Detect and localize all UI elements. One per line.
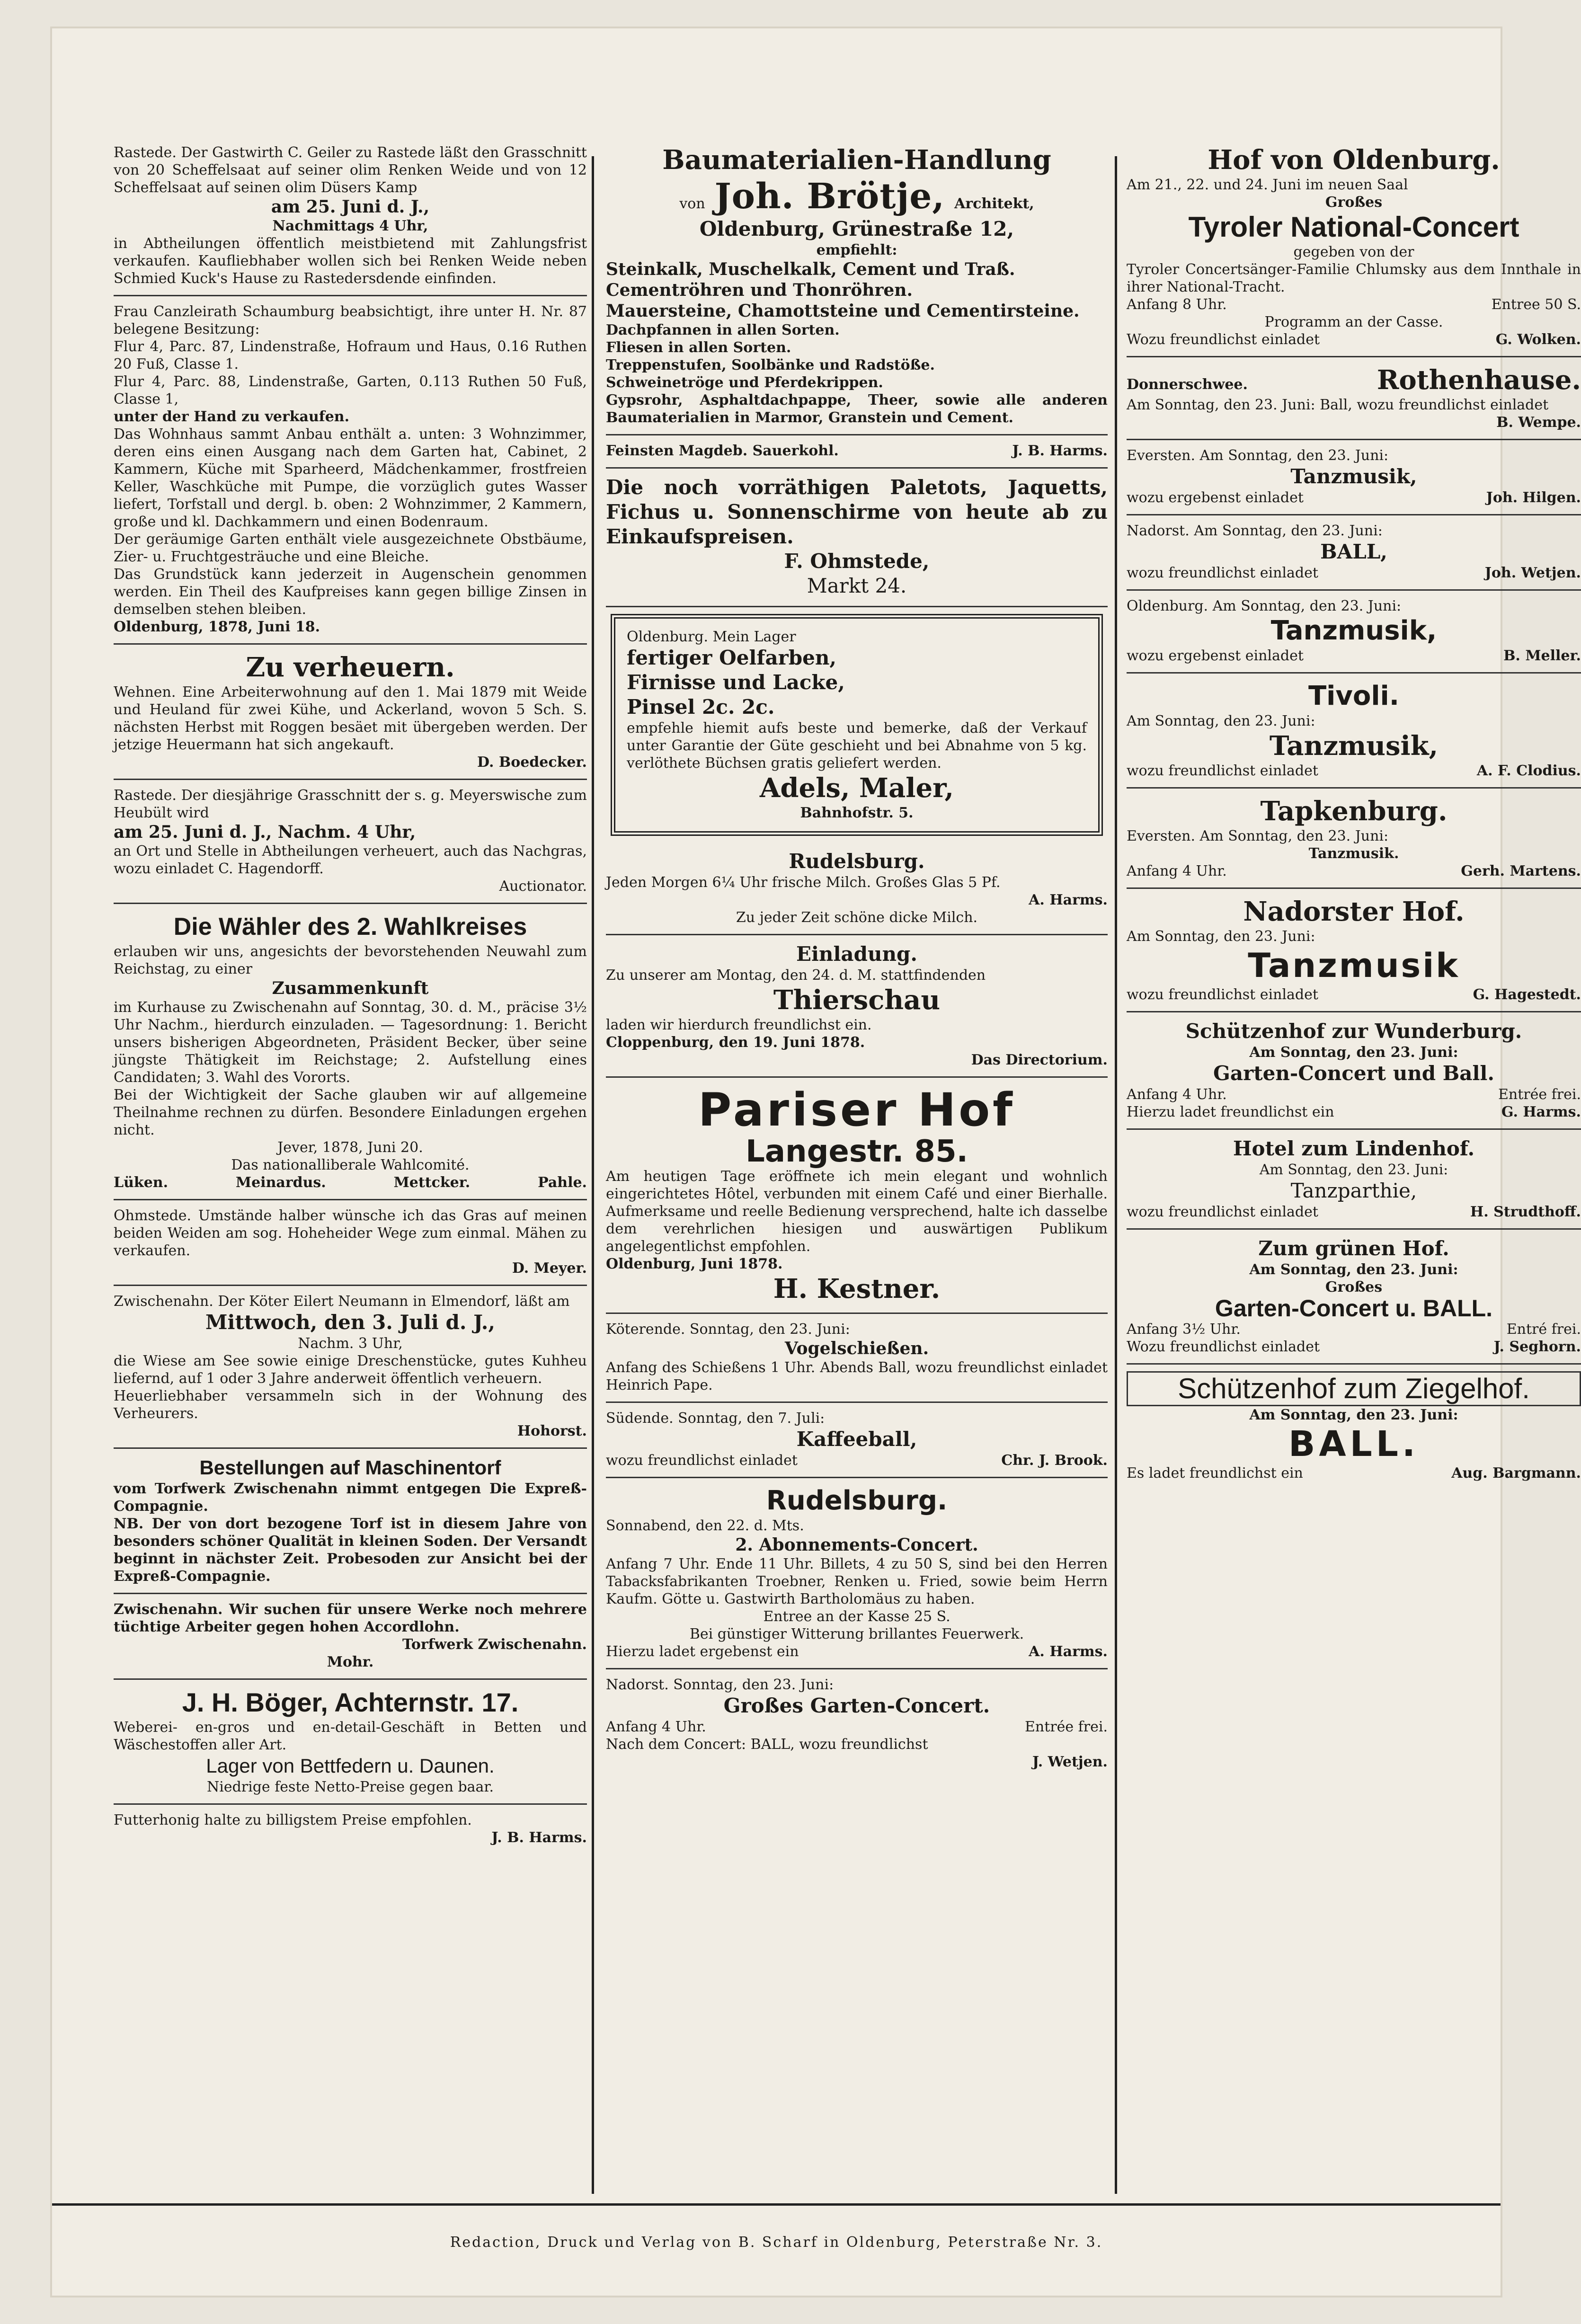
ad-item: Schweinetröge und Pferdekrippen. xyxy=(606,374,883,391)
ad-von: von xyxy=(679,195,705,212)
ad-paragraph: Tyroler Concertsänger-Familie Chlumsky aus dem Innthale in ihrer National-Tracht. xyxy=(1127,261,1581,295)
ad-maschinentorf xyxy=(114,1449,587,1594)
ad-body: Nadorst. Am Sonntag, den 23. Juni: xyxy=(1127,523,1383,539)
ad-signature: J. B. Harms. xyxy=(491,1829,587,1846)
ad-tail: wozu freundlichst einladet xyxy=(606,1452,798,1469)
ad-body: Eversten. Am Sonntag, den 23. Juni: xyxy=(1127,828,1389,844)
ad-tail: die Wiese am See sowie einige Dreschenstücke, gutes Kuhheu liefernd, auf 1 oder 3 Jahre anderweit öffentlich verheuern. xyxy=(114,1353,587,1387)
ad-title: Hof von Oldenburg. xyxy=(1208,144,1500,176)
ad-tail: wozu ergebenst einladet xyxy=(1127,648,1304,664)
ad-line: Programm an der Casse. xyxy=(1264,314,1443,330)
ad-headline: Zusammenkunft xyxy=(272,978,429,998)
ad-footer-line xyxy=(1127,1203,1581,1221)
ad-zu-verheuern xyxy=(114,645,587,780)
ad-item: Fliesen in allen Sorten. xyxy=(606,339,791,356)
ad-note: NB. Der von dort bezogene Torf ist in diesem Jahre von besonders schöner Qualität in kleinen Soden. Der Versandt beginnt in nächster Zeit. Probesoden zur Ansicht bei der Expreß-Compagnie. xyxy=(114,1516,587,1585)
ad-grosses: Großes xyxy=(1325,1279,1383,1295)
ad-nadorst-ball xyxy=(1127,515,1581,591)
ad-line: Flur 4, Parc. 87, Lindenstraße, Hofraum und Haus, 0.16 Ruthen 20 Fuß, Classe 1. xyxy=(114,338,587,373)
ad-body: Am Sonntag, den 23. Juni: xyxy=(1249,1407,1458,1423)
column-rule-right xyxy=(1115,156,1117,2194)
ad-intro: erlauben wir uns, angesichts der bevorstehenden Neuwahl zum Reichstag, zu einer xyxy=(114,943,587,977)
ad-line: Flur 4, Parc. 88, Lindenstraße, Garten, 0.113 Ruthen 50 Fuß, Classe 1, xyxy=(114,373,587,408)
ad-signature: Joh. Hilgen. xyxy=(1486,489,1581,506)
ad-sub: gegeben von der xyxy=(1293,244,1414,260)
ad-signature: D. Meyer. xyxy=(512,1260,587,1277)
ad-signature: A. Harms. xyxy=(1029,1643,1108,1660)
ad-paragraph: Entree an der Kasse 25 S. xyxy=(763,1608,950,1625)
ad-body: Rastede. Der Gastwirth C. Geiler zu Rastede läßt den Grasschnitt von 20 Scheffelsaat auf seiner olim Renken Weide und von 12 Scheffelsaat auf seinen olim Düsers Kamp xyxy=(114,144,587,196)
ad-title: J. H. Böger, Achternstr. 17. xyxy=(182,1687,519,1717)
ad-paragraph: Bei günstiger Witterung brillantes Feuerwerk. xyxy=(689,1626,1024,1642)
ad-headline: 2. Abonnements-Concert. xyxy=(735,1535,978,1555)
ad-sauerkohl xyxy=(606,435,1108,469)
ad-signature: Mohr. xyxy=(327,1654,374,1670)
ad-footer-line xyxy=(1127,1464,1581,1482)
ad-adels-oelfarben xyxy=(611,614,1103,836)
ad-baumaterialien xyxy=(606,137,1108,435)
ad-paragraph: Hierzu ladet ergebenst ein xyxy=(606,1643,799,1660)
ad-body: Anfang 7 Uhr. Ende 11 Uhr. Billets, 4 zu 50 S, sind bei den Herren Tabacksfabrikanten Troebner, Renken u. Fried, sowie beim Herrn Kaufm. Götte u. Gastwirth Bartholomäus zu haben. xyxy=(606,1556,1108,1607)
ad-address: Markt 24. xyxy=(807,574,907,597)
ad-tail: an Ort und Stelle in Abtheilungen verheuert, auch das Nachgras, wozu einladet C. Hagendorff. xyxy=(114,843,587,877)
ad-tail: Es ladet freundlichst ein xyxy=(1127,1465,1303,1481)
ad-address: Bahnhofstr. 5. xyxy=(800,805,914,821)
ad-gruener-hof xyxy=(1127,1230,1581,1365)
ad-headline: Großes Garten-Concert. xyxy=(723,1694,990,1717)
ad-signature: Aug. Bargmann. xyxy=(1451,1465,1581,1481)
ad-kaffeeball xyxy=(606,1403,1108,1478)
ad-signature: B. Meller. xyxy=(1503,648,1581,664)
ad-nadorst-garten-concert xyxy=(606,1669,1108,1778)
ad-line: Nach dem Concert: BALL, wozu freundlichst xyxy=(606,1736,928,1753)
ad-title: Rudelsburg. xyxy=(766,1485,948,1516)
ad-title: Rothenhause. xyxy=(1377,364,1581,396)
newspaper-page xyxy=(52,28,1581,2296)
ad-schaumburg-besitzung xyxy=(114,296,587,645)
ad-nadorster-hof xyxy=(1127,889,1581,1012)
ad-signatures xyxy=(114,1174,587,1191)
ad-start: Anfang 4 Uhr. xyxy=(1127,863,1227,879)
ad-ohmstede-gras xyxy=(114,1200,587,1286)
ad-body: Jeden Morgen 6¼ Uhr frische Milch. Großes Glas 5 Pf. xyxy=(606,874,1001,891)
ad-item: Gypsrohr, Asphaltdachpappe, Theer, sowie alle anderen Baumaterialien in Marmor, Granstein und Cement. xyxy=(606,392,1108,426)
ad-footer-line xyxy=(1127,647,1581,665)
ad-line xyxy=(1127,1086,1581,1103)
column-3 xyxy=(1127,137,1581,1490)
ad-headline: unter der Hand zu verkaufen. xyxy=(114,408,350,425)
ad-item: Dachpfannen in allen Sorten. xyxy=(606,322,840,338)
ad-headline: Lager von Bettfedern u. Daunen. xyxy=(206,1755,495,1777)
ad-headline: Kaffeeball, xyxy=(796,1428,917,1451)
ad-signature: Adels, Maler, xyxy=(759,772,954,804)
ad-item: Steinkalk, Muschelkalk, Cement und Traß. xyxy=(606,259,1015,279)
ad-grosses: Großes xyxy=(1325,194,1383,211)
ad-line xyxy=(1127,296,1581,313)
ad-tail: Wozu freundlichst einladet xyxy=(1127,331,1320,348)
ad-start: Anfang 8 Uhr. xyxy=(1127,296,1227,313)
imprint-footer: Redaction, Druck und Verlag von B. Scharf in Oldenburg, Peterstraße Nr. 3. xyxy=(450,2234,1103,2251)
ad-headline: Garten-Concert u. BALL. xyxy=(1215,1295,1493,1322)
ad-title: Tapkenburg. xyxy=(1260,796,1448,827)
ad-footer-line xyxy=(1127,564,1581,582)
ad-entree: Entrée frei. xyxy=(1025,1719,1108,1735)
ad-date: Sonnabend, den 22. d. Mts. xyxy=(606,1517,804,1534)
ad-tapkenburg xyxy=(1127,789,1581,889)
ad-tail: wozu freundlichst einladet xyxy=(1127,565,1318,581)
ad-paragraph: Das Grundstück kann jederzeit in Augenschein genommen werden. Ein Theil des Kaufpreises kann gegen billige Zinsen in demselben stehen bleiben. xyxy=(114,566,587,618)
ad-date: Jever, 1878, Juni 20. xyxy=(277,1139,423,1156)
ad-headline: BALL, xyxy=(1320,540,1387,563)
ad-name-line xyxy=(606,176,1108,217)
column-1 xyxy=(114,137,587,1854)
ad-hof-von-oldenburg xyxy=(1127,137,1581,357)
ad-schuetzenhof-wunderburg xyxy=(1127,1012,1581,1130)
ad-paragraph: Bei der Wichtigkeit der Sache glauben wir auf allgemeine Theilnahme rechnen zu dürfen. Besondere Einladungen ergehen nicht. xyxy=(114,1087,587,1138)
ad-body: Am Sonntag, den 23. Juni: Ball, wozu freundlichst einladet xyxy=(1127,397,1549,413)
ad-body: empfehle hiemit aufs beste und bemerke, daß der Verkauf unter Garantie der Güte geschieht und bei Abnahme von 5 kg. verlöthete Büchsen gratis geliefert werden. xyxy=(627,720,1087,772)
ad-tail: wozu freundlichst einladet xyxy=(1127,1204,1318,1220)
column-2 xyxy=(606,137,1108,1778)
ad-role: Architekt, xyxy=(954,195,1034,212)
ad-title: Tivoli. xyxy=(1308,681,1400,711)
ad-footer-line xyxy=(1127,862,1581,880)
ad-body: Am 21., 22. und 24. Juni im neuen Saal xyxy=(1127,177,1408,193)
ad-tivoli xyxy=(1127,674,1581,789)
ad-signature: Torfwerk Zwischenahn. xyxy=(402,1636,587,1653)
ad-start: Anfang 4 Uhr. xyxy=(606,1719,706,1735)
ad-signature: G. Hagestedt. xyxy=(1473,986,1581,1003)
ad-date: Cloppenburg, den 19. Juni 1878. xyxy=(606,1034,865,1051)
ad-line xyxy=(606,1718,1108,1736)
ad-oldenburg-tanzmusik xyxy=(1127,591,1581,674)
ad-title: Schützenhof zum Ziegelhof. xyxy=(1127,1371,1581,1406)
ad-city: Oldenburg, Grünestraße 12, xyxy=(699,217,1014,240)
ad-signature: H. Kestner. xyxy=(773,1273,941,1304)
ad-date: Oldenburg, Juni 1878. xyxy=(606,1256,783,1272)
ad-headline: Tanzmusik xyxy=(1248,946,1460,985)
ad-footer-line xyxy=(606,1643,1108,1660)
ad-signature: A. F. Clodius. xyxy=(1476,763,1581,779)
ad-body: Zu unserer am Montag, den 24. d. M. stattfindenden xyxy=(606,967,986,984)
ad-title-line xyxy=(1127,364,1581,396)
ad-rudelsburg-milch xyxy=(606,843,1108,935)
ad-headline: Vogelschießen. xyxy=(784,1339,929,1358)
ad-rothenhause xyxy=(1127,357,1581,440)
ad-signature: G. Harms. xyxy=(1501,1104,1581,1120)
ad-company-name: Joh. Brötje, xyxy=(714,176,945,217)
ad-body: vom Torfwerk Zwischenahn nimmt entgegen Die Expreß-Compagnie. xyxy=(114,1481,587,1515)
ad-line xyxy=(1127,1321,1581,1338)
ad-start: Anfang 4 Uhr. xyxy=(1127,1086,1227,1103)
ad-ziegelhof xyxy=(1127,1365,1581,1490)
ad-torfwerk-arbeiter xyxy=(114,1594,587,1680)
ad-date: am 25. Juni d. J., Nachm. 4 Uhr, xyxy=(114,822,416,842)
ad-waehler-wahlkreis xyxy=(114,904,587,1200)
column-rule-left xyxy=(592,156,594,2194)
ad-date: Mittwoch, den 3. Juli d. J., xyxy=(205,1311,495,1334)
ad-headline: Thierschau xyxy=(773,985,941,1016)
ad-title: Einladung. xyxy=(796,942,918,966)
ad-body: Futterhonig halte zu billigstem Preise empfohlen. xyxy=(114,1812,472,1828)
ad-title: Pariser Hof xyxy=(698,1083,1015,1136)
ad-body: Rastede. Der diesjährige Grasschnitt der s. g. Meyerswische zum Heubült wird xyxy=(114,787,587,821)
ad-body: Am Sonntag, den 23. Juni: xyxy=(1127,928,1315,945)
ad-title: Die Wähler des 2. Wahlkreises xyxy=(173,913,527,940)
ad-item: Treppenstufen, Soolbänke und Radstöße. xyxy=(606,357,935,373)
ad-tail: wozu freundlichst einladet xyxy=(1127,986,1318,1003)
ad-paragraph: Heuerliebhaber versammeln sich in der Wohnung des Verheurers. xyxy=(114,1388,587,1422)
ad-rastede-grasschnitt xyxy=(114,137,587,296)
ad-body: Am heutigen Tage eröffnete ich mein elegant und wohnlich eingerichtetes Hôtel, verbunden mit einem Café und einer Bierhalle. Aufmerksame und reelle Bedienung versprechend, halte ich dasselbe dem verehrlichen hiesigen und auswärtigen Publikum angelegentlichst empfohlen. xyxy=(606,1168,1108,1255)
ad-body: Zwischenahn. Der Köter Eilert Neumann in Elmendorf, läßt am xyxy=(114,1293,570,1310)
ad-footer-line xyxy=(1127,1338,1581,1356)
ad-footer-line xyxy=(1127,489,1581,506)
ad-tail: Zu jeder Zeit schöne dicke Milch. xyxy=(736,909,978,926)
ad-body: Ohmstede. Umstände halber wünsche ich das Gras auf meinen beiden Weiden am sog. Hoheheider Wege zum einmal. Mähen zu verkaufen. xyxy=(114,1207,587,1259)
ad-time: Nachmittags 4 Uhr, xyxy=(272,218,428,234)
ad-tail: Anfang des Schießens 1 Uhr. Abends Ball, wozu freundlichst einladet Heinrich Pape. xyxy=(606,1359,1108,1393)
ad-tail: in Abtheilungen öffentlich meistbietend mit Zahlungsfrist verkaufen. Kaufliebhaber wollen sich bei Renken Weide neben Schmied Kuck's Hause zu Rastedersdende einfinden. xyxy=(114,235,587,287)
ad-paragraph: Das Wohnhaus sammt Anbau enthält a. unten: 3 Wohnzimmer, deren eins einen Ausgang nach dem Garten hat, Cabinet, 2 Kammern, Küche mit Sparheerd, Mädchenkammer, frostfreien Keller, Waschküche mit Pumpe, die vorzüglich gutes Wasser liefert, Torfstall und dergl. b. oben: 2 Wohnzimmer, 2 Kammern, große und kl. Dachkammern und einen Bodenraum. xyxy=(114,426,587,530)
ad-signature: H. Strudthoff. xyxy=(1470,1204,1581,1220)
ad-tail: laden wir hierdurch freundlichst ein. xyxy=(606,1017,872,1033)
signer-name: Pahle. xyxy=(538,1174,587,1191)
ad-rudelsburg-concert xyxy=(606,1478,1108,1669)
ad-headline: Tanzmusik, xyxy=(1269,730,1439,762)
ad-body: Oldenburg. Am Sonntag, den 23. Juni: xyxy=(1127,598,1402,614)
ad-title: Schützenhof zur Wunderburg. xyxy=(1185,1020,1522,1043)
ad-signature: A. Harms. xyxy=(1029,892,1108,908)
signer-name: Lüken. xyxy=(114,1174,169,1191)
ad-signature: Das Directorium. xyxy=(971,1052,1108,1068)
ad-footer-line xyxy=(1127,1103,1581,1121)
ad-paragraph: Der geräumige Garten enthält viele ausgezeichnete Obstbäume, Zier- u. Fruchtgesträuche und eine Bleiche. xyxy=(114,531,587,565)
ad-item: Cementröhren und Thonröhren. xyxy=(606,280,913,300)
ad-tail: Niedrige feste Netto-Preise gegen baar. xyxy=(206,1779,494,1795)
ad-body: Die noch vorräthigen Paletots, Jaquetts, Fichus u. Sonnenschirme von heute ab zu Einkaufspreisen. xyxy=(606,476,1108,548)
ad-intro: Oldenburg. Mein Lager xyxy=(627,629,796,645)
ad-title: Nadorster Hof. xyxy=(1243,896,1465,927)
ad-item: Mauersteine, Chamottsteine und Cementirsteine. xyxy=(606,301,1080,321)
ad-tail: wozu freundlichst einladet xyxy=(1127,763,1318,779)
ad-body: Am Sonntag, den 23. Juni: xyxy=(1249,1044,1458,1061)
ad-intro: Frau Canzleirath Schaumburg beabsichtigt, ihre unter H. Nr. 87 belegene Besitzung: xyxy=(114,303,587,337)
ad-headline: fertiger Oelfarben, xyxy=(627,646,837,669)
ad-title: Hotel zum Lindenhof. xyxy=(1233,1137,1475,1160)
ad-body: Zwischenahn. Wir suchen für unsere Werke noch mehrere tüchtige Arbeiter gegen hohen Accordlohn. xyxy=(114,1601,587,1635)
ad-signature: B. Wempe. xyxy=(1496,414,1581,431)
ad-paletots xyxy=(606,469,1108,607)
ad-entree: Entré frei. xyxy=(1506,1321,1581,1338)
ad-signature: J. Seghorn. xyxy=(1493,1339,1581,1355)
ad-headline: Garten-Concert und Ball. xyxy=(1213,1062,1495,1085)
ad-org: Das nationalliberale Wahlcomité. xyxy=(231,1157,470,1173)
ad-title: Zum grünen Hof. xyxy=(1258,1237,1449,1260)
ad-address: Langestr. 85. xyxy=(746,1134,968,1169)
ad-role: Auctionator. xyxy=(499,878,587,895)
ad-headline: BALL. xyxy=(1288,1424,1420,1464)
footer-rule xyxy=(52,2203,1501,2206)
ad-entree: Entrée frei. xyxy=(1498,1086,1581,1103)
ad-body: Feinsten Magdeb. Sauerkohl. xyxy=(606,443,839,459)
ad-zwischenahn-neumann xyxy=(114,1286,587,1449)
ad-title: Zu verheuern. xyxy=(246,652,455,683)
signer-name: Mettcker. xyxy=(393,1174,471,1191)
ad-signature: Joh. Wetjen. xyxy=(1484,565,1581,581)
ad-empfiehlt: empfiehlt: xyxy=(816,242,897,258)
ad-signature: F. Ohmstede, xyxy=(784,550,930,573)
ad-tail: wozu ergebenst einladet xyxy=(1127,489,1304,506)
ad-time: Nachm. 3 Uhr, xyxy=(298,1335,403,1352)
ad-headline: Tanzmusik, xyxy=(1270,615,1437,646)
ad-signature: G. Wolken. xyxy=(1495,331,1581,348)
ad-signature: Chr. J. Brook. xyxy=(1001,1452,1108,1469)
ad-headline: Tanzmusik, xyxy=(1290,465,1417,488)
ad-body: Nadorst. Sonntag, den 23. Juni: xyxy=(606,1676,834,1693)
ad-signature: J. Wetjen. xyxy=(1032,1754,1108,1770)
ad-lindenhof xyxy=(1127,1130,1581,1230)
ad-footer-line xyxy=(606,1452,1108,1469)
ad-body: Weberei- en-gros und en-detail-Geschäft in Betten und Wäschestoffen aller Art. xyxy=(114,1719,587,1753)
ad-title: Rudelsburg. xyxy=(789,850,925,873)
ad-entree: Entree 50 S. xyxy=(1491,296,1581,313)
ad-body: Am Sonntag, den 23. Juni: xyxy=(1259,1162,1448,1178)
ad-signature: D. Boedecker. xyxy=(477,754,587,771)
ad-signature: Hohorst. xyxy=(517,1423,587,1439)
ad-place: Donnerschwee. xyxy=(1127,376,1248,393)
ad-thierschau xyxy=(606,935,1108,1078)
ad-headline: Pinsel 2c. 2c. xyxy=(627,695,775,718)
ad-footer-line xyxy=(1127,331,1581,348)
ad-vogelschiessen xyxy=(606,1314,1108,1403)
ad-futterhonig xyxy=(114,1805,587,1854)
ad-tail: Wozu freundlichst einladet xyxy=(1127,1339,1320,1355)
ad-headline: Tanzparthie, xyxy=(1290,1179,1417,1202)
ad-footer-line xyxy=(1127,762,1581,780)
ad-boeger xyxy=(114,1680,587,1805)
ad-title: Bestellungen auf Maschinentorf xyxy=(199,1456,501,1479)
ad-body: Eversten. Am Sonntag, den 23. Juni: xyxy=(1127,447,1389,464)
ad-date: Oldenburg, 1878, Juni 18. xyxy=(114,619,320,635)
ad-tail: Hierzu ladet freundlichst ein xyxy=(1127,1104,1334,1120)
ad-eversten-tanzmusik xyxy=(1127,440,1581,515)
ad-body: Südende. Sonntag, den 7. Juli: xyxy=(606,1410,825,1427)
ad-meyerswische xyxy=(114,780,587,904)
ad-body: im Kurhause zu Zwischenahn auf Sonntag, 30. d. M., präcise 3½ Uhr Nachm., hierdurch einzuladen. — Tagesordnung: 1. Bericht unsers bisherigen Abgeordneten, Präsident Becker, über seine jüngste Thätigkeit im Reichstage; 2. Aufstellung eines Candidaten; 3. Wahl des Vororts. xyxy=(114,999,587,1086)
signer-name: Meinardus. xyxy=(235,1174,326,1191)
ad-headline: Tyroler National-Concert xyxy=(1188,211,1519,243)
ad-footer-line xyxy=(1127,986,1581,1003)
ad-signature: J. B. Harms. xyxy=(1012,443,1108,459)
ad-body: Köterende. Sonntag, den 23. Juni: xyxy=(606,1321,850,1338)
ad-title: Baumaterialien-Handlung xyxy=(662,144,1051,176)
ad-headline: Firnisse und Lacke, xyxy=(627,671,845,694)
ad-body: Wehnen. Eine Arbeiterwohnung auf den 1. Mai 1879 mit Weide und Heuland für zwei Kühe, und Ackerland, wovon 5 Sch. S. nächsten Herbst mit Roggen besäet mit übergeben werden. Der jetzige Heuermann hat sich angekauft. xyxy=(114,684,587,753)
ad-date: am 25. Juni d. J., xyxy=(271,197,430,217)
ad-pariser-hof xyxy=(606,1078,1108,1314)
ad-headline: Tanzmusik. xyxy=(1308,845,1399,862)
ad-body: Am Sonntag, den 23. Juni: xyxy=(1249,1261,1458,1278)
ad-body: Am Sonntag, den 23. Juni: xyxy=(1127,713,1315,729)
ad-start: Anfang 3½ Uhr. xyxy=(1127,1321,1241,1338)
ad-signature: Gerh. Martens. xyxy=(1461,863,1581,879)
